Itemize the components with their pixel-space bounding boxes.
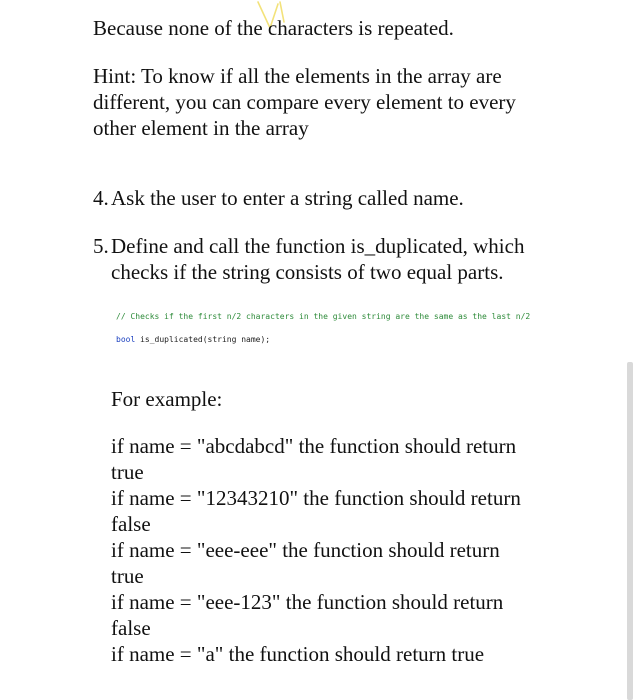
example-line: if name = "abcdabcd" the function should return [111, 434, 517, 458]
scrollbar[interactable] [627, 362, 633, 700]
example-line: if name = "eee-eee" the function should return [111, 538, 500, 562]
example-line: true [111, 564, 144, 588]
list-number: 4. [93, 186, 109, 210]
examples-list [111, 433, 521, 667]
hint-line: other element in the array [93, 116, 309, 140]
example-line: if name = "eee-123" the function should return [111, 590, 504, 614]
code-signature [116, 335, 270, 344]
list-item-text: Ask the user to enter a string called name. [111, 186, 464, 210]
code-comment: // Checks if the first n/2 characters in the given string are the same as the last n/2 [116, 312, 531, 321]
example-line: if name = "12343210" the function should return [111, 486, 521, 510]
code-declaration: is_duplicated(string name); [135, 335, 271, 344]
example-line: true [111, 460, 144, 484]
list-item-text: checks if the string consists of two equal parts. [111, 260, 504, 284]
hint-line: Hint: To know if all the elements in the array are [93, 64, 502, 88]
example-line: false [111, 616, 151, 640]
examples-heading: For example: [111, 387, 223, 411]
intro-text: Because none of the characters is repeated. [93, 16, 454, 40]
hint-line: different, you can compare every element to every [93, 90, 516, 114]
example-line: false [111, 512, 151, 536]
example-line: if name = "a" the function should return true [111, 642, 485, 666]
code-keyword: bool [116, 335, 136, 344]
list-item-text: Define and call the function is_duplicated, which [111, 234, 525, 258]
hint-paragraph [93, 63, 516, 141]
list-number: 5. [93, 234, 109, 258]
